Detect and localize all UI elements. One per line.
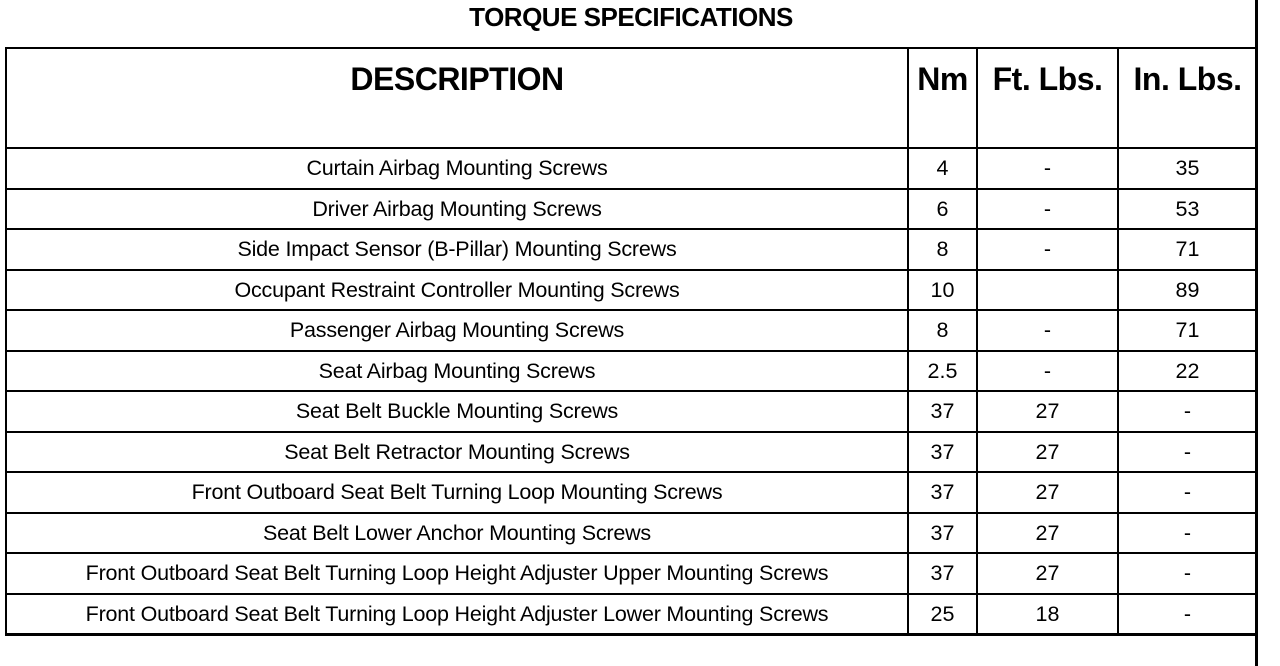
table-row — [6, 351, 1257, 392]
in-lbs-cell: - — [1118, 432, 1257, 473]
table-row — [6, 310, 1257, 351]
description-cell: Front Outboard Seat Belt Turning Loop Mounting Screws — [6, 472, 908, 513]
table-row — [6, 513, 1257, 554]
ft-lbs-cell: - — [977, 310, 1118, 351]
in-lbs-cell: - — [1118, 594, 1257, 635]
torque-spec-table — [5, 47, 1258, 636]
ft-lbs-cell: 27 — [977, 472, 1118, 513]
ft-lbs-cell — [977, 270, 1118, 311]
page-title: TORQUE SPECIFICATIONS — [469, 2, 793, 32]
in-lbs-cell: - — [1118, 472, 1257, 513]
description-cell: Seat Airbag Mounting Screws — [6, 351, 908, 392]
nm-cell: 37 — [908, 432, 977, 473]
nm-cell: 37 — [908, 553, 977, 594]
description-cell: Driver Airbag Mounting Screws — [6, 189, 908, 230]
description-cell: Side Impact Sensor (B-Pillar) Mounting Screws — [6, 229, 908, 270]
table-row — [6, 594, 1257, 635]
table-row — [6, 270, 1257, 311]
ft-lbs-cell: 18 — [977, 594, 1118, 635]
description-cell: Seat Belt Retractor Mounting Screws — [6, 432, 908, 473]
table-row — [6, 553, 1257, 594]
ft-lbs-cell: - — [977, 229, 1118, 270]
description-cell: Passenger Airbag Mounting Screws — [6, 310, 908, 351]
description-cell: Front Outboard Seat Belt Turning Loop Height Adjuster Lower Mounting Screws — [6, 594, 908, 635]
in-lbs-cell: - — [1118, 391, 1257, 432]
nm-cell: 8 — [908, 229, 977, 270]
table-row — [6, 391, 1257, 432]
in-lbs-cell: 89 — [1118, 270, 1257, 311]
nm-cell: 37 — [908, 391, 977, 432]
table-row — [6, 472, 1257, 513]
table-row — [6, 432, 1257, 473]
table-row — [6, 229, 1257, 270]
header-row — [6, 48, 1257, 148]
ft-lbs-cell: 27 — [977, 432, 1118, 473]
description-cell: Seat Belt Lower Anchor Mounting Screws — [6, 513, 908, 554]
description-cell: Occupant Restraint Controller Mounting Screws — [6, 270, 908, 311]
ft-lbs-cell: 27 — [977, 513, 1118, 554]
nm-cell: 6 — [908, 189, 977, 230]
ft-lbs-cell: 27 — [977, 553, 1118, 594]
ft-lbs-cell: - — [977, 148, 1118, 189]
column-header-in-lbs: In. Lbs. — [1118, 48, 1257, 148]
nm-cell: 37 — [908, 513, 977, 554]
in-lbs-cell: 35 — [1118, 148, 1257, 189]
nm-cell: 10 — [908, 270, 977, 311]
column-header-description: DESCRIPTION — [6, 48, 908, 148]
column-header-ft-lbs: Ft. Lbs. — [977, 48, 1118, 148]
in-lbs-cell: 71 — [1118, 229, 1257, 270]
in-lbs-cell: 71 — [1118, 310, 1257, 351]
description-cell: Seat Belt Buckle Mounting Screws — [6, 391, 908, 432]
column-header-nm: Nm — [908, 48, 977, 148]
ft-lbs-cell: 27 — [977, 391, 1118, 432]
nm-cell: 2.5 — [908, 351, 977, 392]
nm-cell: 37 — [908, 472, 977, 513]
nm-cell: 4 — [908, 148, 977, 189]
in-lbs-cell: - — [1118, 513, 1257, 554]
nm-cell: 8 — [908, 310, 977, 351]
ft-lbs-cell: - — [977, 351, 1118, 392]
table-row — [6, 189, 1257, 230]
ft-lbs-cell: - — [977, 189, 1118, 230]
description-cell: Curtain Airbag Mounting Screws — [6, 148, 908, 189]
description-cell: Front Outboard Seat Belt Turning Loop Height Adjuster Upper Mounting Screws — [6, 553, 908, 594]
in-lbs-cell: 22 — [1118, 351, 1257, 392]
table-row — [6, 148, 1257, 189]
nm-cell: 25 — [908, 594, 977, 635]
in-lbs-cell: 53 — [1118, 189, 1257, 230]
in-lbs-cell: - — [1118, 553, 1257, 594]
